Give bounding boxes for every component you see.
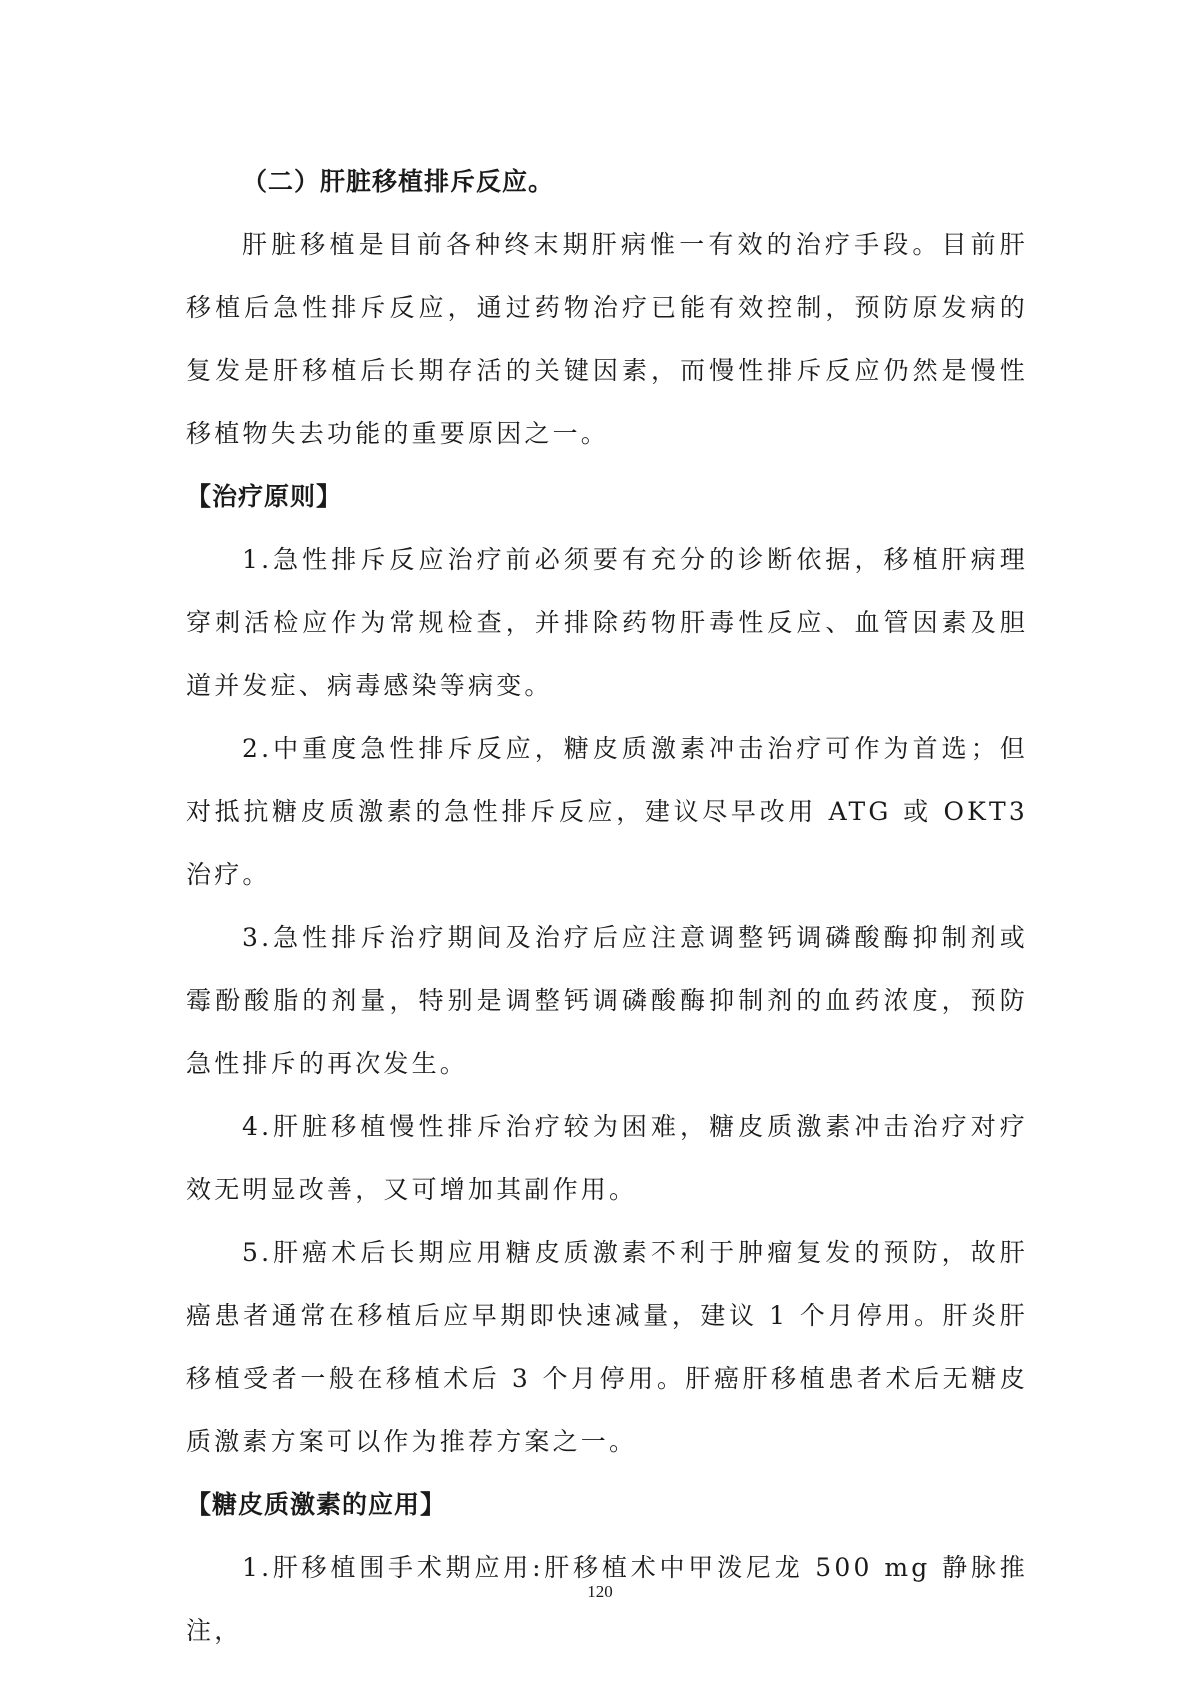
principle-item-4: 4.肝脏移植慢性排斥治疗较为困难，糖皮质激素冲击治疗对疗效无明显改善，又可增加其副作用。 [186,1112,1028,1204]
intro-paragraph: 肝脏移植是目前各种终末期肝病惟一有效的治疗手段。目前肝移植后急性排斥反应，通过药物治疗已能有效控制，预防原发病的复发是肝移植后长期存活的关键因素，而慢性排斥反应仍然是慢性移植物失去功能的重要原因之一。 [186,230,1028,448]
glucocorticoid-item-1: 1.肝移植围手术期应用:肝移植术中甲泼尼龙 500 mg 静脉推注， [186,1553,1028,1645]
principle-item-3: 3.急性排斥治疗期间及治疗后应注意调整钙调磷酸酶抑制剂或霉酚酸脂的剂量，特别是调整钙调磷酸酶抑制剂的血药浓度，预防急性排斥的再次发生。 [186,923,1028,1078]
principle-item-5: 5.肝癌术后长期应用糖皮质激素不利于肿瘤复发的预防，故肝癌患者通常在移植后应早期即快速减量，建议 1 个月停用。肝炎肝移植受者一般在移植术后 3 个月停用。肝癌肝移植患者术后无糖皮质激素方案可以作为推荐方案之一。 [186,1238,1028,1456]
document-body [186,150,1028,1662]
page-number: 120 [587,1582,613,1601]
principle-item-1: 1.急性排斥反应治疗前必须要有充分的诊断依据，移植肝病理穿刺活检应作为常规检查，并排除药物肝毒性反应、血管因素及胆道并发症、病毒感染等病变。 [186,545,1028,700]
section-title-treatment-principles: 【治疗原则】 [186,482,343,511]
section-title-glucocorticoid-use: 【糖皮质激素的应用】 [186,1490,447,1519]
subheading: （二）肝脏移植排斥反应。 [242,167,555,196]
principle-item-2: 2.中重度急性排斥反应，糖皮质激素冲击治疗可作为首选；但对抵抗糖皮质激素的急性排斥反应，建议尽早改用 ATG 或 OKT3 治疗。 [186,734,1028,889]
